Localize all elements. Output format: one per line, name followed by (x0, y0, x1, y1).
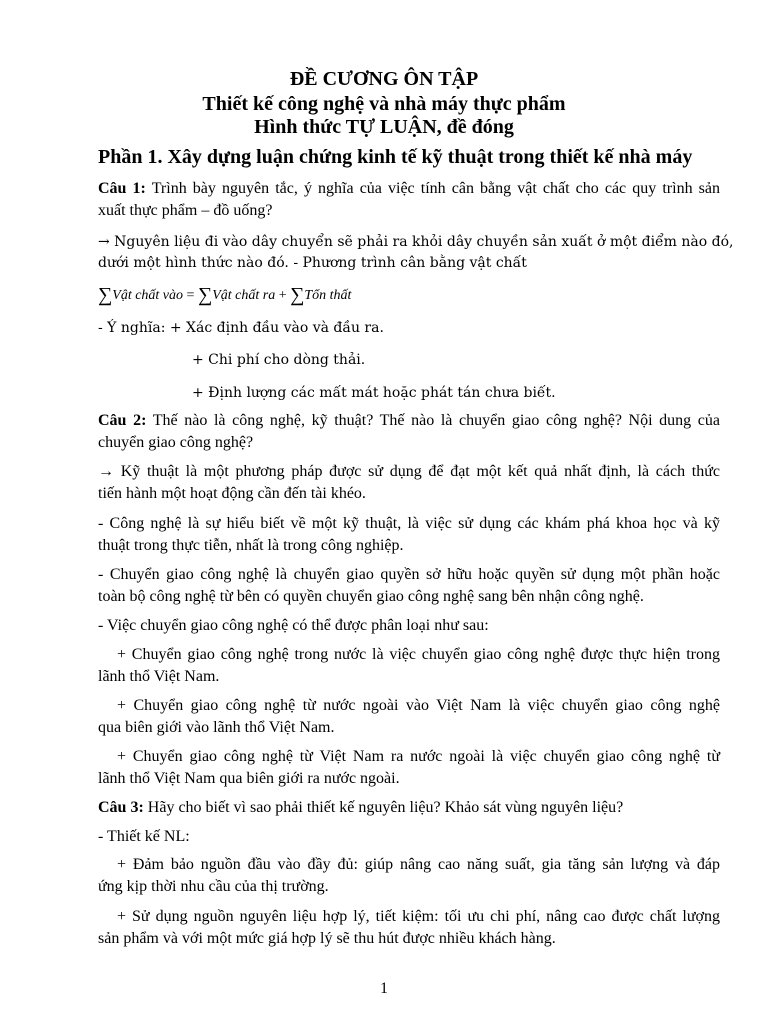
course-title: Thiết kế công nghệ và nhà máy thực phẩm (202, 93, 566, 115)
answer-2-p3-line-1: - Chuyển giao công nghệ là chuyển giao quyền sở hữu hoặc quyền sử dụng một phần hoặc (98, 566, 720, 583)
question-1-line-2: xuất thực phẩm – đồ uống? (98, 202, 273, 219)
question-3-line-1 (98, 799, 623, 817)
question-2-text: Thế nào là công nghệ, kỹ thuật? Thế nào là chuyển giao công nghệ? Nội dung của (152, 412, 721, 429)
equation-term-output: Vật chất ra (212, 288, 276, 303)
meaning-line-2: + Chi phí cho dòng thải. (192, 352, 366, 368)
question-2-line-1 (98, 412, 720, 430)
sum-symbol: ∑ (197, 284, 213, 306)
document-title: ĐỀ CƯƠNG ÔN TẬP (289, 68, 479, 90)
plus-sign: + (278, 288, 287, 303)
page-number: 1 (380, 980, 388, 997)
question-1-text: Trình bày nguyên tắc, ý nghĩa của việc tính cân bằng vật chất cho các quy trình sản (151, 180, 721, 197)
answer-2-p4: - Việc chuyển giao công nghệ có thể được phân loại như sau: (98, 617, 489, 634)
answer-2-p7-line-1: + Chuyển giao công nghệ từ Việt Nam ra nước ngoài là việc chuyển giao công nghệ từ (117, 748, 720, 765)
answer-2-p6-line-1: + Chuyển giao công nghệ từ nước ngoài vào Việt Nam là việc chuyển giao công nghệ (117, 697, 720, 714)
question-2-label: Câu 2: (98, 412, 147, 429)
section-heading: Phần 1. Xây dựng luận chứng kinh tế kỹ thuật trong thiết kế nhà máy (98, 146, 693, 168)
answer-2-p1-line-2: tiến hành một hoạt động cần đến tài khéo. (98, 485, 366, 502)
answer-2-p6-line-2: qua biên giới vào lãnh thổ Việt Nam. (98, 719, 335, 736)
answer-3-p3-line-1: + Sử dụng nguồn nguyên liệu hợp lý, tiết kiệm: tối ưu chi phí, nâng cao được chất lượng (117, 908, 720, 925)
question-1-line-1 (98, 180, 720, 198)
answer-2-p1-line-1: → Kỹ thuật là một phương pháp được sử dụng để đạt một kết quả nhất định, là cách thức (98, 463, 720, 480)
equation-term-input: Vật chất vào (112, 288, 184, 303)
question-3-text: Hãy cho biết vì sao phải thiết kế nguyên liệu? Khảo sát vùng nguyên liệu? (147, 799, 624, 816)
answer-2-p2-line-2: thuật trong thực tiễn, nhất là trong công nghiệp. (98, 537, 404, 554)
answer-2-p5-line-1: + Chuyển giao công nghệ trong nước là việc chuyển giao công nghệ được thực hiện trong (117, 646, 720, 663)
answer-2-p3-line-2: toàn bộ công nghệ từ bên có quyền chuyển giao công nghệ sang bên nhận công nghệ. (98, 588, 644, 605)
answer-1-line-2: dưới một hình thức nào đó. - Phương trình cân bằng vật chất (98, 255, 527, 271)
answer-3-p2-line-1: + Đảm bảo nguồn đầu vào đầy đủ: giúp nâng cao năng suất, gia tăng sản lượng và đáp (117, 856, 720, 873)
answer-3-p2-line-2: ứng kịp thời nhu cầu của thị trường. (98, 878, 329, 895)
answer-1-line-1: → Nguyên liệu đi vào dây chuyển sẽ phải ra khỏi dây chuyền sản xuất ở một điểm nào đó, (98, 234, 734, 250)
question-1-label: Câu 1: (98, 180, 146, 197)
answer-3-p3-line-2: sản phẩm và với một mức giá hợp lý sẽ thu hút được nhiều khách hàng. (98, 930, 556, 947)
exam-format: Hình thức TỰ LUẬN, đề đóng (254, 116, 514, 138)
sum-symbol: ∑ (98, 284, 113, 306)
equation-term-loss: Tổn thất (304, 288, 352, 303)
balance-equation (98, 284, 351, 307)
answer-2-p5-line-2: lãnh thổ Việt Nam. (98, 668, 220, 685)
answer-2-p2-line-1: - Công nghệ là sự hiểu biết về một kỹ thuật, là việc sử dụng các khám phá khoa học và kỹ (98, 515, 720, 532)
answer-2-p7-line-2: lãnh thổ Việt Nam qua biên giới ra nước ngoài. (98, 770, 400, 787)
meaning-line-3: + Định lượng các mất mát hoặc phát tán chưa biết. (192, 385, 556, 401)
answer-3-p1: - Thiết kế NL: (98, 828, 190, 845)
question-2-line-2: chuyển giao công nghệ? (98, 434, 254, 451)
equals-sign: = (186, 288, 195, 303)
meaning-line-1: - Ý nghĩa: + Xác định đầu vào và đầu ra. (98, 320, 384, 336)
sum-symbol: ∑ (290, 284, 305, 306)
question-3-label: Câu 3: (98, 799, 144, 816)
